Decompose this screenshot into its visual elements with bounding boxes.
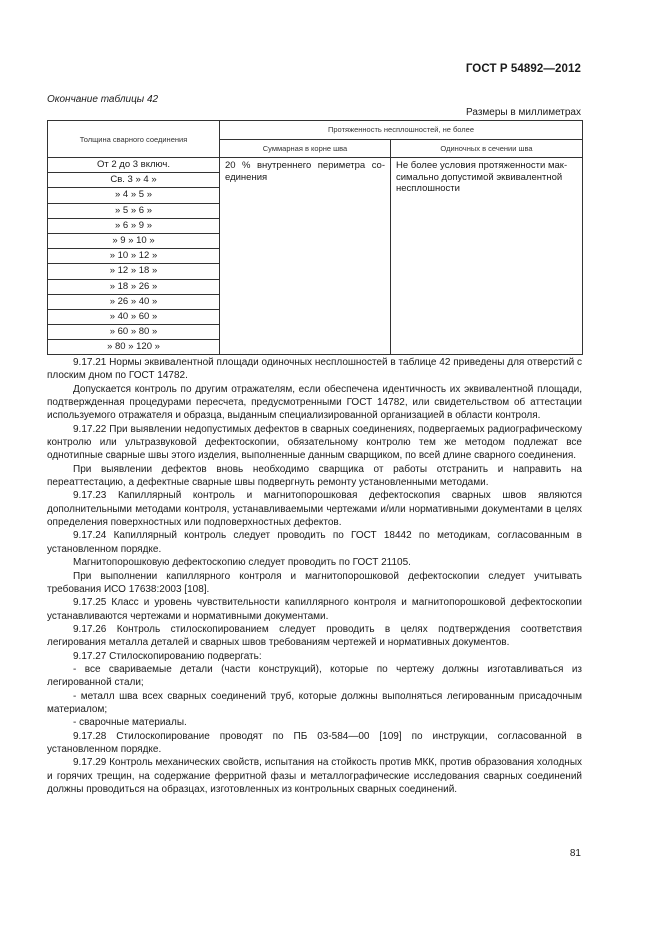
- thickness-cell: » 5 » 6 »: [48, 203, 220, 218]
- body-text: [47, 356, 582, 796]
- thickness-cell: » 10 » 12 »: [48, 249, 220, 264]
- paragraph: 9.17.28 Стилоскопирование проводят по ПБ 03-584—00 [109] по инструкции, согласованной в установленном порядке.: [47, 730, 582, 755]
- paragraph: Допускается контроль по другим отражателям, если обеспечена идентичность их эквивалентной площади, подтвержденная процедурами пересчета, предусмотренными ГОСТ 14782, или свидетельством об аттестации используемого отражателя и образца, выданным специализированной организацией в области контроля.: [47, 383, 582, 422]
- paragraph: При выявлении дефектов вновь необходимо сварщика от работы отстранить и направить на переаттестацию, а дефектные сварные швы подвергнуть ремонту установленными методами.: [47, 463, 582, 489]
- document-code: ГОСТ Р 54892—2012: [465, 63, 581, 75]
- list-item: - все свариваемые детали (части конструкций), которые по чертежу должны изготавливаться из легированной стали;: [47, 663, 582, 689]
- paragraph: Магнитопорошковую дефектоскопию следует проводить по ГОСТ 21105.: [73, 557, 411, 569]
- defect-length-table: [47, 120, 583, 355]
- thickness-cell: » 18 » 26 »: [48, 279, 220, 294]
- paragraph: 9.17.22 При выявлении недопустимых дефектов в сварных соединениях, подвергаемых радиографическому контролю или ультразвуковой дефектоскопии, обязательному контролю тем же методом подлежат все однотипные сварные швы этого изделия, выполненные данным сварщиком, по всей длине сварного соединения.: [47, 423, 582, 462]
- paragraph: 9.17.25 Класс и уровень чувствительности капиллярного контроля и магнитопорошковой дефектоскопии устанавливаются чертежами и нормативными документами.: [47, 597, 582, 622]
- paragraph: 9.17.26 Контроль стилоскопированием следует проводить в целях подтверждения соответствия легирования металла деталей и сварных швов требованиям чертежей и нормативных документов.: [47, 623, 582, 649]
- header-length-group: Протяженность несплошностей, не более: [220, 121, 583, 140]
- page-number: 81: [569, 848, 581, 859]
- header-total-root: Суммарная в корне шва: [220, 139, 391, 158]
- paragraph: 9.17.21 Нормы эквивалентной площади одиночных несплошностей в таблице 42 приведены для отверстий с плоским дном по ГОСТ 14782.: [47, 357, 582, 382]
- single-section-value: Не более условия протяженности мак-симально допустимой эквивалентной несплошности: [391, 158, 583, 355]
- paragraph: 9.17.23 Капиллярный контроль и магнитопорошковая дефектоскопия сварных швов являются дополнительными методами контроля, устанавливаемыми чертежами и/или нормативными документами в целях определения поверхностных или подповерхностных дефектов.: [47, 490, 582, 529]
- thickness-cell: » 12 » 18 »: [48, 264, 220, 279]
- thickness-cell: » 6 » 9 »: [48, 218, 220, 233]
- header-single-section: Одиночных в сечении шва: [391, 139, 583, 158]
- list-item: - металл шва всех сварных соединений труб, которые должны выполняться легированным присадочным материалом;: [47, 690, 582, 715]
- paragraph: При выполнении капиллярного контроля и магнитопорошковой дефектоскопии следует учитывать требования ИСО 17638:2003 [108].: [47, 570, 582, 595]
- units-note: Размеры в миллиметрах: [466, 107, 581, 118]
- thickness-cell: » 40 » 60 »: [48, 309, 220, 324]
- list-item: - сварочные материалы.: [73, 717, 187, 729]
- total-root-value: 20 % внутреннего периметра со-единения: [220, 158, 391, 355]
- thickness-cell: » 80 » 120 »: [48, 340, 220, 355]
- thickness-cell: » 60 » 80 »: [48, 325, 220, 340]
- thickness-cell: Св. 3 » 4 »: [48, 173, 220, 188]
- thickness-cell: » 4 » 5 »: [48, 188, 220, 203]
- thickness-cell: » 26 » 40 »: [48, 294, 220, 309]
- table-caption: Окончание таблицы 42: [47, 94, 159, 105]
- thickness-cell: » 9 » 10 »: [48, 233, 220, 248]
- paragraph: 9.17.24 Капиллярный контроль следует проводить по ГОСТ 18442 по методикам, согласованным в установленном порядке.: [47, 530, 582, 555]
- thickness-cell: От 2 до 3 включ.: [48, 158, 220, 173]
- header-thickness: Толщина сварного соединения: [48, 121, 220, 158]
- paragraph: 9.17.29 Контроль механических свойств, испытания на стойкость против МКК, против образования холодных и горячих трещин, на содержание ферритной фазы и металлографические исследования сварных соединений должны проводиться на образцах, изготовленных из контрольных сварных соединений.: [47, 757, 582, 795]
- paragraph: 9.17.27 Стилоскопированию подвергать:: [73, 650, 262, 662]
